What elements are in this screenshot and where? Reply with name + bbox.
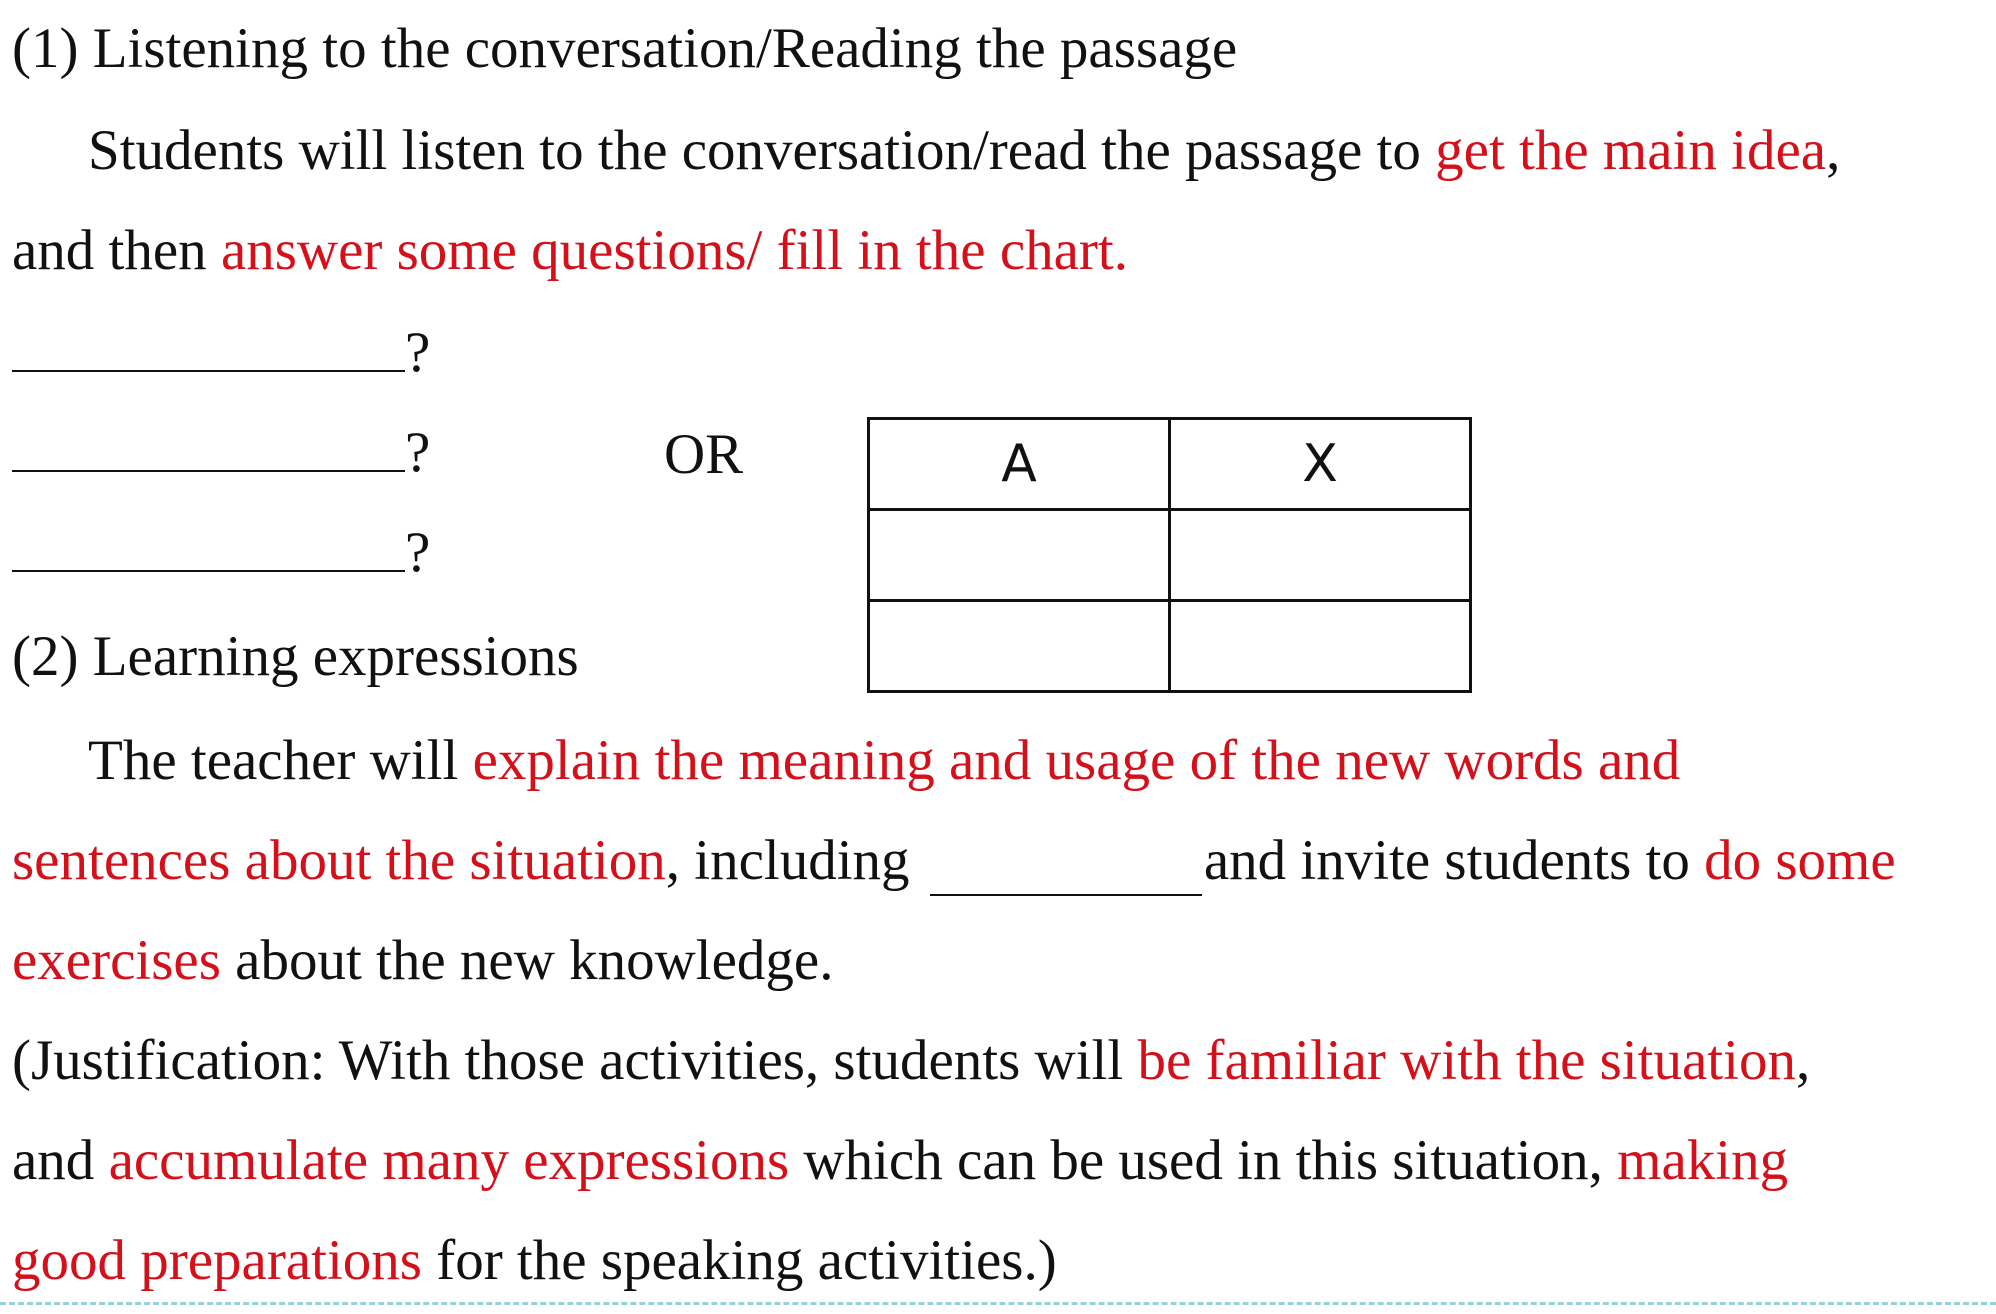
or-label: OR	[664, 423, 744, 486]
justification-line1	[12, 1026, 1810, 1096]
question-blank-2	[12, 418, 432, 488]
section2-line1	[88, 726, 1680, 796]
inline-blank	[930, 838, 1202, 896]
para-text: ,	[1795, 1029, 1811, 1092]
para-text: and invite students to	[1203, 829, 1705, 892]
para-text: about the new knowledge.	[220, 929, 834, 992]
question-mark: ?	[405, 321, 431, 384]
para-highlight-do-some: do some	[1704, 829, 1896, 892]
para-text: which can be used in this situation,	[789, 1129, 1618, 1192]
chart-cell	[869, 510, 1170, 601]
justification-line3	[12, 1226, 1057, 1296]
para-text: (Justification: With those activities, students will	[12, 1029, 1138, 1092]
para-highlight-main-idea: get the main idea	[1435, 119, 1827, 182]
blank-line	[12, 570, 405, 572]
blank-line	[12, 370, 405, 372]
blank-line	[12, 470, 405, 472]
bottom-divider	[0, 1302, 1996, 1305]
chart-header-a: A	[869, 419, 1170, 510]
chart-cell	[869, 601, 1170, 692]
chart-row	[869, 601, 1471, 692]
chart-header-row	[869, 419, 1471, 510]
para-highlight-exercises: exercises	[12, 929, 221, 992]
section2-heading: (2) Learning expressions	[12, 625, 579, 688]
section1-para-line2	[12, 216, 1128, 286]
question-blank-1	[12, 318, 432, 388]
para-text: for the speaking activities.)	[421, 1229, 1057, 1292]
para-highlight-making: making	[1617, 1129, 1789, 1192]
chart-row	[869, 510, 1471, 601]
section2-line3	[12, 926, 833, 996]
section1-para-line1	[88, 116, 1840, 186]
section1-heading: (1) Listening to the conversation/Reading the passage	[12, 17, 1238, 80]
question-blank-3	[12, 518, 432, 588]
para-text: The teacher will	[88, 729, 473, 792]
para-highlight-answer: answer some questions/ fill in the chart.	[220, 219, 1128, 282]
fill-in-chart	[867, 417, 1472, 693]
question-mark: ?	[405, 521, 431, 584]
question-mark: ?	[405, 421, 431, 484]
chart-header-x: X	[1170, 419, 1471, 510]
para-highlight-familiar: be familiar with the situation	[1137, 1029, 1796, 1092]
para-text: and then	[12, 219, 221, 282]
chart-cell	[1170, 510, 1471, 601]
para-highlight-explain: explain the meaning and usage of the new words and	[472, 729, 1681, 792]
justification-line2	[12, 1126, 1788, 1196]
para-highlight-sentences: sentences about the situation	[12, 829, 666, 892]
para-text: ,	[1826, 119, 1841, 182]
para-highlight-good-preparations: good preparations	[12, 1229, 422, 1292]
para-highlight-accumulate: accumulate many expressions	[108, 1129, 790, 1192]
para-text: Students will listen to the conversation/read the passage to	[88, 119, 1436, 182]
para-text: and	[12, 1129, 109, 1192]
section2-line2	[12, 826, 1896, 896]
para-text: , including	[665, 829, 924, 892]
chart-cell	[1170, 601, 1471, 692]
